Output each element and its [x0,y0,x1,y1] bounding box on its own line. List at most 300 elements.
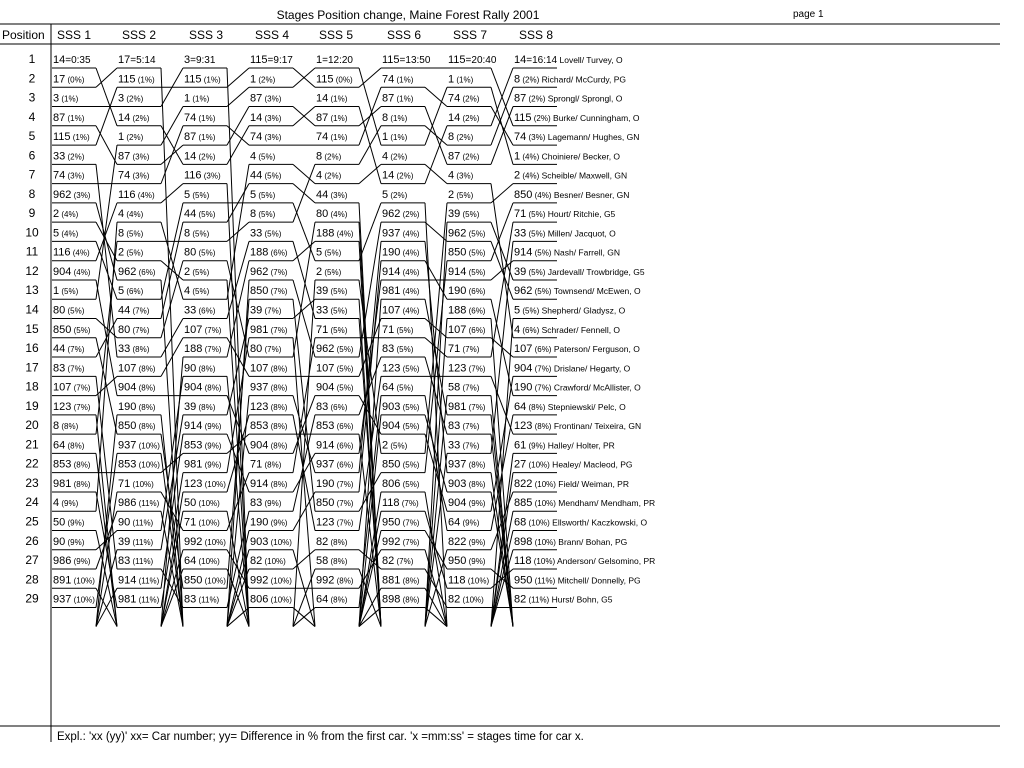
stage-entry [316,497,354,509]
crew-name: Crawford/ McAllister, O [551,382,641,393]
stage-entry [514,497,655,509]
car-number: 14 [184,150,197,163]
car-number: 68 [514,516,527,529]
stage-entry [316,574,354,586]
stage-entry [184,420,222,432]
stage-entry [53,305,85,317]
stage-entry [382,401,420,413]
car-number: 4 [118,208,125,221]
stage-entry [53,574,95,586]
gap-percent: (7%) [466,364,486,374]
gap-percent: (8%) [136,402,156,412]
car-number: 914 [514,246,533,259]
car-number: 8 [184,227,191,240]
car-number: 992 [250,574,269,587]
gap-percent: (3%) [130,171,150,181]
gap-percent: (8%) [268,422,288,432]
gap-percent: (5%) [526,210,546,220]
car-number: 962 [514,285,533,298]
gap-percent: (5%) [196,210,216,220]
gap-percent: (9%) [59,499,79,509]
stage-entry [316,150,342,162]
stage-entry [53,382,91,394]
car-number: 850 [448,246,467,259]
gap-percent: (6%) [466,287,486,297]
gap-percent: (9%) [268,518,288,528]
car-number: 116 [184,169,202,182]
gap-percent: (5%) [520,306,540,316]
position-number: 20 [25,418,39,433]
gap-percent: (1%) [328,113,348,123]
stage-entry [118,227,144,239]
stage-entry [382,420,420,432]
stage-entry [514,73,626,85]
explanation-footer: Expl.: 'xx (yy)' xx= Car number; yy= Difference in % from the first car. 'x =mm:ss' = stages time for car x. [57,731,584,743]
car-number: 74 [448,92,461,105]
car-number: 107 [250,362,269,375]
gap-percent: (9%) [65,537,85,547]
car-number: 14 [382,169,395,182]
car-number: 190 [118,400,137,413]
stage-entry [382,227,420,239]
car-number: 14 [448,111,461,124]
stage-entry [53,401,91,413]
car-number: 937 [448,458,467,471]
car-number: 39 [118,535,131,548]
gap-percent: (8%) [130,345,150,355]
car-number: 806 [382,477,401,490]
car-number: 992 [184,535,203,548]
gap-percent: (3%) [262,133,282,143]
gap-percent: (10%) [71,576,95,586]
position-change-line [96,145,117,299]
gap-percent: (8%) [268,479,288,489]
stage-entry [316,266,342,278]
car-number: 71 [382,323,395,336]
stage-entry [382,247,420,259]
crew-name: Richard/ McCurdy, PG [539,74,627,85]
stage-entry [53,362,85,374]
gap-percent: (8%) [532,422,552,432]
stage-entry [382,555,414,567]
gap-percent: (3%) [130,152,150,162]
gap-percent: (5%) [334,383,354,393]
car-number: 118 [514,555,532,568]
car-number: 2 [53,208,60,221]
gap-percent: (5%) [190,287,210,297]
stage-entry [184,478,226,490]
position-change-line [293,164,315,222]
gap-percent: (8%) [136,383,156,393]
gap-percent: (10%) [136,441,160,451]
stage-entry [184,54,216,66]
car-number: 44 [118,304,131,317]
stage-time: =20:40 [465,55,497,66]
gap-percent: (5%) [400,422,420,432]
stage-entry [184,536,226,548]
stage-header: SSS 4 [255,28,290,42]
car-number: 64 [53,439,66,452]
position-number: 27 [25,553,39,568]
car-number: 190 [316,477,335,490]
car-number: 33 [118,343,131,356]
car-number: 1 [118,131,125,144]
gap-percent: (9%) [526,441,546,451]
car-number: 981 [118,593,137,606]
gap-percent: (5%) [394,345,414,355]
stage-entry [250,54,293,66]
position-change-line [96,530,117,626]
car-number: 82 [316,535,329,548]
stage-entry [316,459,354,471]
gap-percent: (2%) [394,171,414,181]
car-number: 1 [448,73,455,86]
car-number: 4 [514,323,521,336]
stage-entry [250,555,286,567]
gap-percent: (0%) [333,75,353,85]
gap-percent: (5%) [334,364,354,374]
car-number: 83 [382,343,395,356]
car-number: 5 [250,188,257,201]
car-number: 50 [184,497,197,510]
gap-percent: (7%) [460,345,480,355]
gap-percent: (1%) [328,94,348,104]
stage-entry [53,285,79,297]
crew-name: Nash/ Farrell, GN [551,247,620,258]
car-number: 74 [184,111,197,124]
car-number: 992 [316,574,335,587]
position-change-line [96,222,117,511]
stage-header: SSS 3 [189,28,224,42]
stage-entry [316,170,342,182]
gap-percent: (3%) [328,190,348,200]
car-number: 123 [316,516,335,529]
stage-entry [118,247,144,259]
car-number: 2 [382,439,389,452]
car-number: 914 [250,477,269,490]
car-number: 74 [382,73,395,86]
crew-name: Hurst/ Bohn, G5 [549,594,613,605]
gap-percent: (3%) [262,94,282,104]
stage-entry [184,459,222,471]
car-number: 981 [184,458,203,471]
gap-percent: (6%) [466,325,486,335]
car-number: 87 [448,150,461,163]
car-number: 962 [316,343,335,356]
gap-percent: (1%) [388,113,408,123]
car-number: 853 [53,458,72,471]
stage-entry [316,439,354,451]
gap-percent: (7%) [334,518,354,528]
gap-percent: (7%) [466,402,486,412]
car-number: 33 [250,227,263,240]
car-number: 5 [53,227,60,240]
stage-entry [514,227,616,239]
gap-percent: (2%) [400,210,420,220]
car-number: 80 [250,343,263,356]
stage-time: =9:31 [190,55,216,66]
stage-entry [514,459,633,471]
gap-percent: (2%) [130,113,150,123]
stage-entry [184,247,216,259]
car-number: 115 [316,73,334,86]
stage-entry [448,266,486,278]
crew-name: Brann/ Bohan, PG [555,536,628,547]
car-number: 962 [250,265,269,278]
stage-entry [514,112,640,124]
gap-percent: (5%) [466,267,486,277]
gap-percent: (1%) [388,133,408,143]
car-number: 2 [184,265,191,278]
car-number: 71 [448,343,461,356]
stage-entry [118,189,155,201]
car-number: 1 [184,92,191,105]
stage-entry [382,54,431,66]
stage-entry [250,131,282,143]
car-number: 39 [514,265,527,278]
gap-percent: (1%) [135,75,155,85]
car-number: 83 [118,555,131,568]
gap-percent: (5%) [526,229,546,239]
gap-percent: (8%) [268,441,288,451]
car-number: 87 [514,92,527,105]
car-number: 4 [250,150,257,163]
stage-entry [53,247,90,259]
car-number: 853 [250,420,269,433]
stage-entry [382,73,414,85]
gap-percent: (2%) [322,171,342,181]
stage-time: =13:50 [399,55,431,66]
car-number: 83 [250,497,263,510]
gap-percent: (10%) [465,576,490,586]
crew-name: Burke/ Cunningham, O [550,112,640,123]
position-change-line [161,184,183,203]
stage-entry [382,439,408,451]
gap-percent: (3%) [65,171,85,181]
position-number: 11 [25,244,39,259]
gap-percent: (5%) [466,229,486,239]
position-change-line [161,203,183,299]
car-number: 986 [53,555,72,568]
stage-entry [514,247,620,259]
stage-entry [250,324,288,336]
stage-entry [118,112,150,124]
gap-percent: (7%) [400,518,420,528]
gap-percent: (10%) [136,460,160,470]
stage-entry [316,478,354,490]
position-change-line [359,203,381,261]
stage-entry [250,150,276,162]
car-number: 80 [184,246,197,259]
gap-percent: (6%) [532,345,552,355]
position-change-line [359,87,381,145]
car-number: 50 [53,516,66,529]
gap-percent: (8%) [196,402,216,412]
gap-percent: (3%) [454,171,474,181]
stage-entry [118,150,150,162]
car-number: 3 [184,54,191,66]
stage-entry [382,131,408,143]
position-change-line [161,107,183,146]
car-number: 115 [514,111,532,124]
gap-percent: (11%) [130,557,154,567]
crew-name: Lagemann/ Hughes, GN [545,132,640,143]
gap-percent: (8%) [71,460,91,470]
gap-percent: (7%) [400,537,420,547]
car-number: 190 [250,516,269,529]
gap-percent: (10%) [196,557,220,567]
car-number: 981 [250,323,269,336]
gap-percent: (2%) [531,113,551,123]
gap-percent: (2%) [65,152,85,162]
car-number: 58 [316,555,329,568]
stage-entry [382,594,420,606]
car-number: 123 [184,477,203,490]
stage-entry [448,478,486,490]
car-number: 123 [250,400,269,413]
gap-percent: (4%) [400,287,420,297]
gap-percent: (4%) [520,171,540,181]
car-number: 850 [382,458,401,471]
gap-percent: (7%) [65,364,85,374]
stage-entry [118,594,160,606]
chart-title: Stages Position change, Maine Forest Rally 2001 [276,8,540,22]
stage-entry [448,574,489,586]
crew-name: Frontinan/ Teixeira, GN [551,421,642,432]
position-number: 5 [28,129,36,144]
gap-percent: (9%) [202,441,222,451]
car-number: 74 [53,169,66,182]
gap-percent: (7%) [334,479,354,489]
car-number: 82 [382,555,395,568]
crew-name: Field/ Weiman, PR [555,478,629,489]
stage-entry [250,170,282,182]
car-number: 17 [118,54,131,66]
stage-entry [250,574,292,586]
car-number: 14 [53,54,66,66]
car-number: 90 [184,362,197,375]
gap-percent: (5%) [328,325,348,335]
stage-entry [250,594,292,606]
stage-entry [53,420,79,432]
gap-percent: (5%) [59,287,79,297]
position-change-line [161,222,183,318]
gap-percent: (2%) [388,190,408,200]
gap-percent: (5%) [65,306,85,316]
crew-name: Schrader/ Fennell, O [539,324,621,335]
stage-entry [53,497,79,509]
car-number: 891 [53,574,72,587]
gap-percent: (8%) [328,537,348,547]
car-number: 904 [184,381,203,394]
stage-entry [53,189,91,201]
car-number: 903 [448,477,467,490]
position-change-line [359,164,381,183]
stage-entry [53,170,85,182]
car-number: 87 [184,131,197,144]
position-number: 15 [25,321,39,336]
gap-percent: (5%) [526,267,546,277]
stage-entry [514,208,616,220]
stage-entry [53,150,85,162]
car-number: 115 [382,54,400,66]
crew-name: Lovell/ Turvey, O [557,55,623,65]
car-number: 5 [382,188,389,201]
gap-percent: (10%) [460,595,484,605]
gap-percent: (10%) [531,557,556,567]
gap-percent: (6%) [328,402,348,412]
stage-header: SSS 5 [319,28,354,42]
stage-entry [514,93,623,105]
position-numbers [25,52,39,606]
stage-entry [382,343,414,355]
car-number: 903 [250,535,269,548]
car-number: 850 [316,497,335,510]
stage-entry [448,73,474,85]
car-number: 39 [316,285,329,298]
stage-entry [382,536,420,548]
car-number: 14 [250,111,263,124]
position-number: 22 [25,456,39,471]
gap-percent: (10%) [526,518,550,528]
gap-percent: (5%) [400,364,420,374]
stage-entry [514,478,629,490]
stage-entry [184,324,222,336]
stage-entry [184,93,210,105]
car-number: 962 [118,265,137,278]
stage-entry [118,266,156,278]
car-number: 914 [184,420,203,433]
stage-entry [316,285,348,297]
car-number: 5 [316,246,323,259]
gap-percent: (4%) [70,248,90,258]
stage-entry [250,112,282,124]
stage-entry [184,401,216,413]
gap-percent: (5%) [466,248,486,258]
stage-entry [316,189,348,201]
car-number: 8 [53,420,60,433]
gap-percent: (7%) [262,345,282,355]
car-number: 2 [316,265,323,278]
position-number: 2 [28,71,36,86]
position-number: 21 [25,437,39,452]
car-number: 4 [184,285,191,298]
position-change-line [96,126,117,165]
car-number: 82 [250,555,263,568]
gap-percent: (10%) [196,518,220,528]
car-number: 87 [53,111,66,124]
stage-entry [448,382,480,394]
stage-entry [316,362,354,374]
gap-percent: (9%) [460,518,480,528]
car-number: 44 [250,169,263,182]
car-number: 937 [382,227,401,240]
car-number: 904 [382,420,401,433]
stage-entry [53,324,91,336]
gap-percent: (1%) [65,113,85,123]
gap-percent: (4%) [400,267,420,277]
position-number: 12 [25,263,39,278]
gap-percent: (8%) [65,441,85,451]
stage-entry [316,112,348,124]
gap-percent: (7%) [262,306,282,316]
car-number: 87 [118,150,131,163]
gap-percent: (4%) [59,210,79,220]
stage-entry [448,170,474,182]
car-number: 39 [448,208,461,221]
crew-name: Besner/ Besner, GN [551,189,630,200]
position-header: Position [2,28,45,42]
